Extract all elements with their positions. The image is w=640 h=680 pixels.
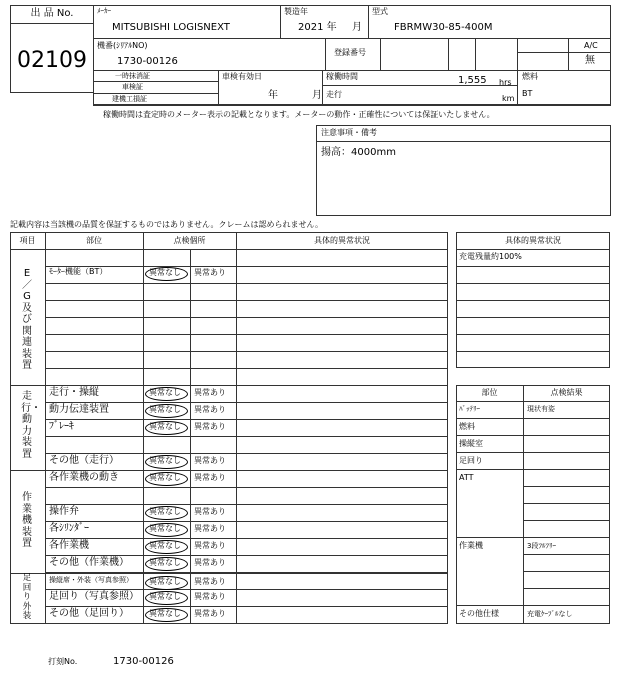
check-ng[interactable]: 異常あり (194, 558, 226, 567)
col-header-part: 部位 (86, 236, 102, 245)
result-header-result: 点検結果 (550, 388, 583, 397)
check-ng[interactable]: 異常あり (194, 405, 226, 414)
detail-first-row: 充電残量約100% (459, 252, 522, 261)
hours-value: 1,555 (458, 75, 487, 86)
notes-box (316, 125, 611, 216)
row-label-work-motion: 各作業機の動き (49, 472, 119, 483)
result-part-work: 作業機 (459, 541, 483, 550)
check-ok[interactable]: 異常なし (149, 609, 181, 618)
group-label-drive: 走行・動力装置 (21, 391, 41, 460)
result-header-part: 部位 (481, 388, 498, 397)
check-ok-circle (145, 557, 188, 571)
result-part-under: 足回り (459, 456, 483, 465)
check-ng[interactable]: 異常あり (194, 541, 226, 550)
result-part-fuel: 燃料 (459, 422, 475, 431)
check-ok-circle (145, 591, 188, 605)
result-value-work: 3段ﾌﾙﾌﾘｰ (527, 542, 556, 550)
cert-label-3: 建機工損証 (112, 95, 147, 103)
result-part-cab: 操縦室 (459, 439, 483, 448)
check-ok[interactable]: 異常なし (149, 592, 181, 601)
result-part-att: ATT (459, 473, 474, 482)
col-header-detail: 具体的異常状況 (314, 236, 370, 245)
notes-title: 注意事項・備考 (321, 128, 377, 137)
result-value-battery: 現状有姿 (527, 405, 555, 413)
check-ok[interactable]: 異常なし (149, 456, 181, 465)
detail-header: 具体的異常状況 (505, 236, 561, 245)
check-ok-circle (145, 267, 188, 281)
ac-value: 無 (585, 55, 595, 66)
travel-label: 走行 (326, 90, 342, 99)
km-unit: km (502, 94, 515, 103)
model-value: FBRMW30-85-400M (394, 22, 493, 33)
month-unit: 月 (352, 22, 362, 33)
stamp-value: 1730-00126 (113, 656, 174, 667)
meter-note: 稼働時間は査定時のメーター表示の記載となります。メーターの動作・正確性については保証いたしません。 (103, 110, 495, 119)
inspection-year: 年 (268, 90, 278, 101)
disclaimer: 記載内容は当該機の品質を保証するものではありません。クレームは認められません。 (10, 220, 323, 229)
check-ng[interactable]: 異常あり (194, 592, 226, 601)
lot-label: 出 品 No. (30, 8, 74, 19)
serial-value: 1730-00126 (117, 56, 178, 67)
result-part-battery: ﾊﾞｯﾃﾘｰ (459, 405, 480, 413)
check-ok-circle (145, 421, 188, 435)
check-ok-circle (145, 608, 188, 622)
hours-label: 稼働時間 (326, 72, 358, 81)
group-label-chassis: 足回り外装 (22, 573, 32, 621)
row-label-cylinder: 各ｼﾘﾝﾀﾞｰ (49, 523, 89, 534)
fuel-value: BT (522, 89, 533, 98)
check-ok-circle (145, 404, 188, 418)
col-header-item: 項目 (19, 236, 36, 245)
check-ok[interactable]: 異常なし (149, 558, 181, 567)
row-label-brake: ﾌﾞﾚｰｷ (49, 421, 74, 432)
row-label-work-unit: 各作業機 (49, 540, 89, 551)
reg-label: 登録番号 (334, 48, 366, 57)
row-label-cabin: 操縦席・外装（写真参照） (49, 576, 133, 584)
notes-text: 揚高：4000mm (321, 147, 396, 158)
check-ok[interactable]: 異常なし (149, 541, 181, 550)
inspection-label: 車検有効日 (222, 72, 262, 81)
row-label-undercarriage: 足回り（写真参照） (49, 591, 139, 602)
result-part-other: その他仕様 (459, 609, 499, 618)
maker-value: MITSUBISHI LOGISNEXT (112, 22, 230, 33)
group-label-work: 作業機装置 (22, 492, 32, 549)
check-ng[interactable]: 異常あり (194, 609, 226, 618)
check-ok-circle (145, 523, 188, 537)
check-ok[interactable]: 異常なし (149, 388, 181, 397)
hours-unit: hrs (499, 78, 512, 87)
fuel-label: 燃料 (522, 72, 538, 81)
check-ok-circle (145, 455, 188, 469)
check-ng[interactable]: 異常あり (194, 456, 226, 465)
check-ok[interactable]: 異常なし (149, 473, 181, 482)
check-ok-circle (145, 576, 188, 590)
row-label-other-work: その他（作業機） (49, 557, 129, 568)
lot-number: 02109 (17, 48, 87, 73)
model-label: 型式 (372, 7, 388, 16)
check-ng[interactable]: 異常あり (194, 473, 226, 482)
cert-label-2: 車検証 (122, 83, 143, 91)
maker-label: ﾒｰｶｰ (97, 7, 111, 15)
row-label-travel: 走行・操縦 (49, 387, 99, 398)
check-ng[interactable]: 異常あり (194, 388, 226, 397)
row-label-other-under: その他（足回り） (49, 608, 129, 619)
group-label-engine: E／G及び関連装置 (22, 268, 32, 371)
col-header-check: 点検個所 (173, 236, 206, 245)
check-ok[interactable]: 異常なし (149, 507, 181, 516)
check-ng[interactable]: 異常あり (194, 524, 226, 533)
row-label-valve: 操作弁 (49, 506, 79, 517)
result-value-other: 充電ｹｰﾌﾞﾙなし (527, 610, 573, 618)
stamp-label: 打刻No. (48, 657, 78, 666)
check-ng[interactable]: 異常あり (194, 507, 226, 516)
row-label-motor: ﾓｰﾀｰ機能（BT） (49, 267, 108, 276)
check-ok[interactable]: 異常なし (149, 268, 181, 277)
check-ok[interactable]: 異常なし (149, 405, 181, 414)
year-value: 2021 年 (298, 22, 337, 33)
check-ok[interactable]: 異常なし (149, 422, 181, 431)
check-ng[interactable]: 異常あり (194, 268, 226, 277)
inspection-month: 月 (312, 90, 322, 101)
row-label-power: 動力伝達装置 (49, 404, 109, 415)
check-ng[interactable]: 異常あり (194, 422, 226, 431)
row-label-other-travel: その他（走行） (49, 455, 119, 466)
ac-label: A/C (584, 41, 598, 50)
year-label: 製造年 (284, 7, 308, 16)
check-ok[interactable]: 異常なし (149, 577, 181, 586)
cert-label-1: 一時抹消証 (115, 72, 150, 80)
check-ng[interactable]: 異常あり (194, 577, 226, 586)
serial-label: 機番(ｼﾘｱﾙNO) (97, 41, 148, 50)
check-ok-circle (145, 472, 188, 486)
check-ok[interactable]: 異常なし (149, 524, 181, 533)
check-ok-circle (145, 387, 188, 401)
check-ok-circle (145, 506, 188, 520)
check-ok-circle (145, 540, 188, 554)
